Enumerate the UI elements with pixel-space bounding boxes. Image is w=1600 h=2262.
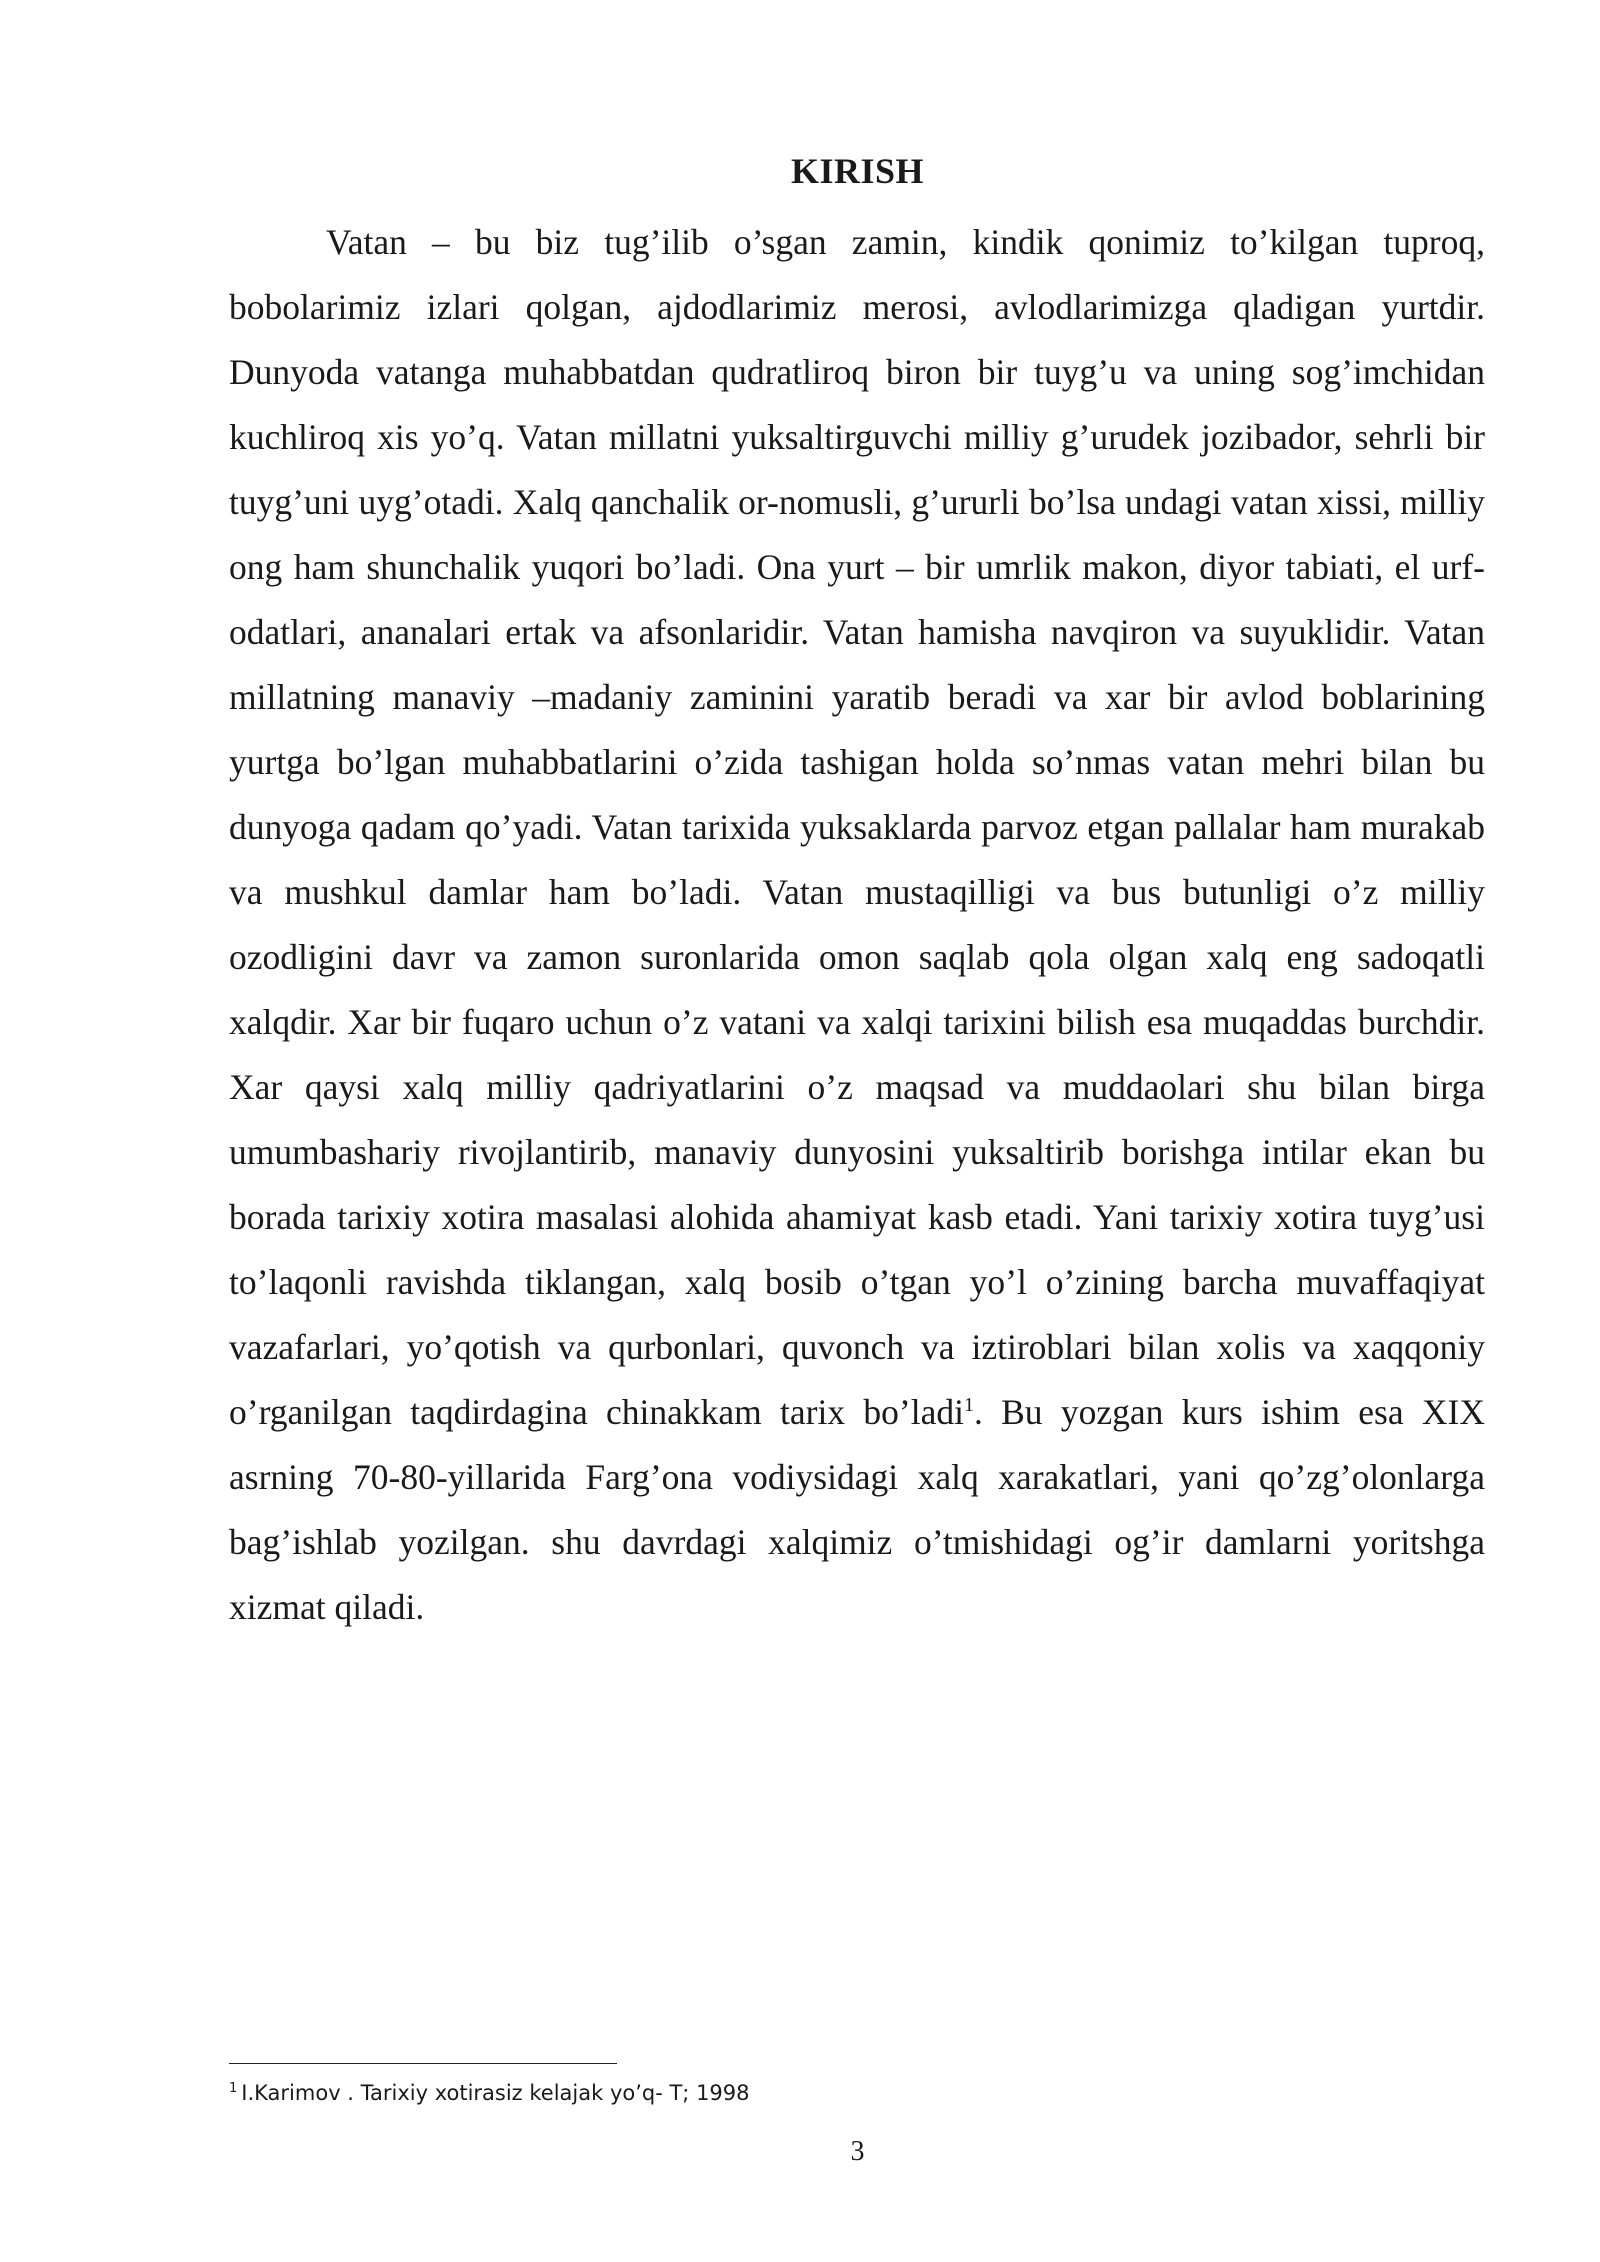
footnote-reference[interactable]: 1 — [963, 1394, 974, 1417]
page-title: KIRISH — [790, 151, 925, 191]
footnote-text: I.Karimov . Tarixiy xotirasiz kelajak yo’q- T; 1998 — [241, 2081, 750, 2105]
paragraph-text-part-2: . Bu yozgan kurs ishim esa XIX asrning 70-80-yillarida Farg’ona vodiysidagi xalq xarakatlari, yani qo’zg’olonlarga bag’ishlab yozilgan. shu davrdagi xalqimiz o’tmishidagi og’ir damlarni yoritshga xizmat qiladi. — [229, 1392, 1485, 1627]
paragraph-text-part-1: Vatan – bu biz tug’ilib o’sgan zamin, kindik qonimiz to’kilgan tuproq, bobolarimiz izlari qolgan, ajdodlarimiz merosi, avlodlarimizga qladigan yurtdir. Dunyoda vatanga muhabbatdan qudratliroq biron bir tuyg’u va uning sog’imchidan kuchliroq xis yo’q. Vatan millatni yuksaltirguvchi milliy g’urudek jozibador, sehrli bir tuyg’uni uyg’otadi. Xalq qanchalik or-nomusli, g’ururli bo’lsa undagi vatan xissi, milliy ong ham shunchalik yuqori bo’ladi. Ona yurt – bir umrlik makon, diyor tabiati, el urf- odatlari, ananalari ertak va afsonlaridir. Vatan hamisha navqiron va suyuklidir. Vatan millatning manaviy –madaniy zaminini yaratib beradi va xar bir avlod boblarining yurtga bo’lgan muhabbatlarini o’zida tashigan holda so’nmas vatan mehri bilan bu dunyoga qadam qo’yadi. Vatan tarixida yuksaklarda parvoz etgan pallalar ham murakab va mushkul damlar ham bo’ladi. Vatan mustaqilligi va bus butunligi o’z milliy ozodligini davr va zamon suronlarida omon saqlab qola olgan xalq eng sadoqatli xalqdir. Xar bir fuqaro uchun o’z vatani va xalqi tarixini bilish esa muqaddas burchdir. Xar qaysi xalq milliy qadriyatlarini o’z maqsad va muddaolari shu bilan birga umumbashariy rivojlantirib, manaviy dunyosini yuksaltirib borishga intilar ekan bu borada tarixiy xotira masalasi alohida ahamiyat kasb etadi. Yani tarixiy xotira tuyg’usi to’laqonli ravishda tiklangan, xalq bosib o’tgan yo’l o’zining barcha muvaffaqiyat vazafarlari, yo’qotish va qurbonlari, quvonch va iztiroblari bilan xolis va xaqqoniy o’rganilgan taqdirdagina chinakkam tarix bo’ladi — [229, 222, 1485, 1432]
footnote-number: 1 — [229, 2081, 238, 2096]
body-paragraph — [229, 210, 1485, 1640]
footnote — [229, 2078, 1485, 2108]
page-number: 3 — [850, 2136, 865, 2167]
footnote-separator — [229, 2063, 617, 2064]
